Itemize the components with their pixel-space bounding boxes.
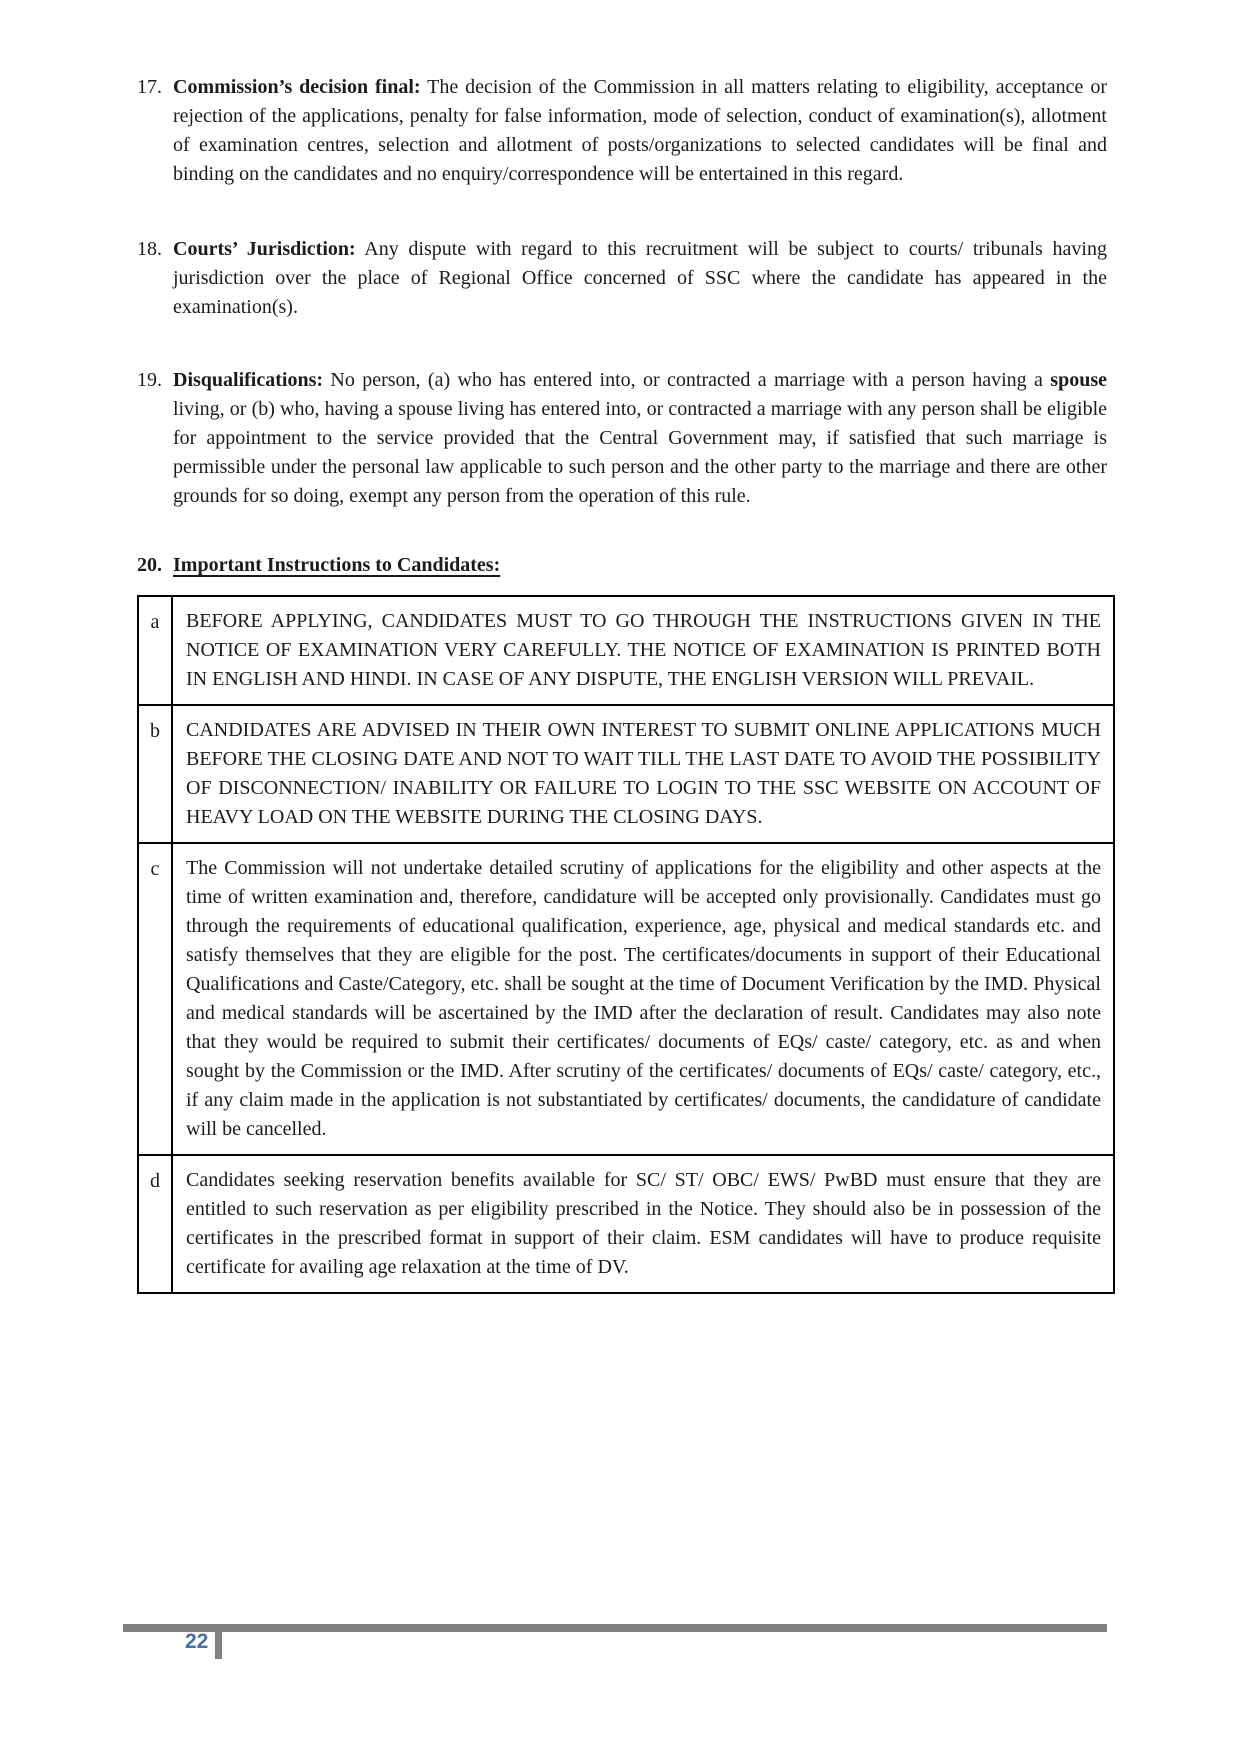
list-item-19 (137, 366, 1107, 511)
item-19-number: 19. (137, 369, 162, 391)
list-item-18 (137, 235, 1107, 322)
table-row-a (138, 596, 1114, 705)
section-20-heading (137, 551, 1107, 580)
item-17-body: The decision of the Commission in all matters relating to eligibility, acceptance or rejection of the applications, penalty for false information, mode of selection, conduct of examination(s), allotment of examination centres, selection and allotment of posts/organizations to selected candidates will be final and binding on the candidates and no enquiry/correspondence will be entertained in this regard. (173, 76, 1107, 185)
row-c-text: The Commission will not undertake detailed scrutiny of applications for the eligibility and other aspects at the time of written examination and, therefore, candidature will be accepted only provisionally. Candidates must go through the requirements of educational qualification, experience, age, physical and medical standards etc. and satisfy themselves that they are eligible for the post. The certificates/documents in support of their Educational Qualifications and Caste/Category, etc. shall be sought at the time of Document Verification by the IMD. Physical and medical standards will be ascertained by the IMD after the declaration of result. Candidates may also note that they would be required to submit their certificates/ documents of EQs/ caste/ category, etc. as and when sought by the Commission or the IMD. After scrutiny of the certificates/ documents of EQs/ caste/ category, etc., if any claim made in the application is not substantiated by certificates/ documents, the candidature of candidate will be cancelled. (172, 843, 1114, 1155)
row-a-text: BEFORE APPLYING, CANDIDATES MUST TO GO THROUGH THE INSTRUCTIONS GIVEN IN THE NOTICE OF EXAMINATION VERY CAREFULLY. THE NOTICE OF EXAMINATION IS PRINTED BOTH IN ENGLISH AND HINDI. IN CASE OF ANY DISPUTE, THE ENGLISH VERSION WILL PREVAIL. (172, 596, 1114, 705)
section-20-title: Important Instructions to Candidates: (173, 554, 501, 576)
page-number: 22 (185, 1630, 209, 1653)
table-row-c (138, 843, 1114, 1155)
item-18-title: Courts’ Jurisdiction: (173, 238, 356, 260)
item-19-body-part1: No person, (a) who has entered into, or contracted a marriage with a person having a (330, 369, 1051, 391)
table-row-b (138, 705, 1114, 843)
table-row-d (138, 1155, 1114, 1293)
item-19-bold-word: spouse (1050, 369, 1107, 391)
footer-accent-bar (215, 1624, 222, 1659)
item-18-body: Any dispute with regard to this recruitment will be subject to courts/ tribunals having jurisdiction over the place of Regional Office concerned of SSC where the candidate has appeared in the examination(s). (173, 238, 1107, 318)
document-content (137, 73, 1107, 1294)
footer-rule (123, 1624, 1107, 1632)
row-d-label: d (138, 1155, 172, 1293)
item-18-number: 18. (137, 238, 162, 260)
item-19-title: Disqualifications: (173, 369, 324, 391)
item-17-title: Commission’s decision final: (173, 76, 421, 98)
row-a-label: a (138, 596, 172, 705)
item-17-number: 17. (137, 76, 162, 98)
list-item-17 (137, 73, 1107, 189)
section-20-number: 20. (137, 554, 162, 576)
item-19-body-part2: living, or (b) who, having a spouse living has entered into, or contracted a marriage with any person shall be eligible for appointment to the service provided that the Central Government may, if satisfied that such marriage is permissible under the personal law applicable to such person and the other party to the marriage and there are other grounds for so doing, exempt any person from the operation of this rule. (173, 398, 1107, 507)
row-c-label: c (138, 843, 172, 1155)
row-b-text: CANDIDATES ARE ADVISED IN THEIR OWN INTEREST TO SUBMIT ONLINE APPLICATIONS MUCH BEFORE THE CLOSING DATE AND NOT TO WAIT TILL THE LAST DATE TO AVOID THE POSSIBILITY OF DISCONNECTION/ INABILITY OR FAILURE TO LOGIN TO THE SSC WEBSITE ON ACCOUNT OF HEAVY LOAD ON THE WEBSITE DURING THE CLOSING DAYS. (172, 705, 1114, 843)
instructions-table (137, 595, 1115, 1294)
row-d-text: Candidates seeking reservation benefits available for SC/ ST/ OBC/ EWS/ PwBD must ensure that they are entitled to such reservation as per eligibility prescribed in the Notice. They should also be in possession of the certificates in the prescribed format in support of their claim. ESM candidates will have to produce requisite certificate for availing age relaxation at the time of DV. (172, 1155, 1114, 1293)
row-b-label: b (138, 705, 172, 843)
